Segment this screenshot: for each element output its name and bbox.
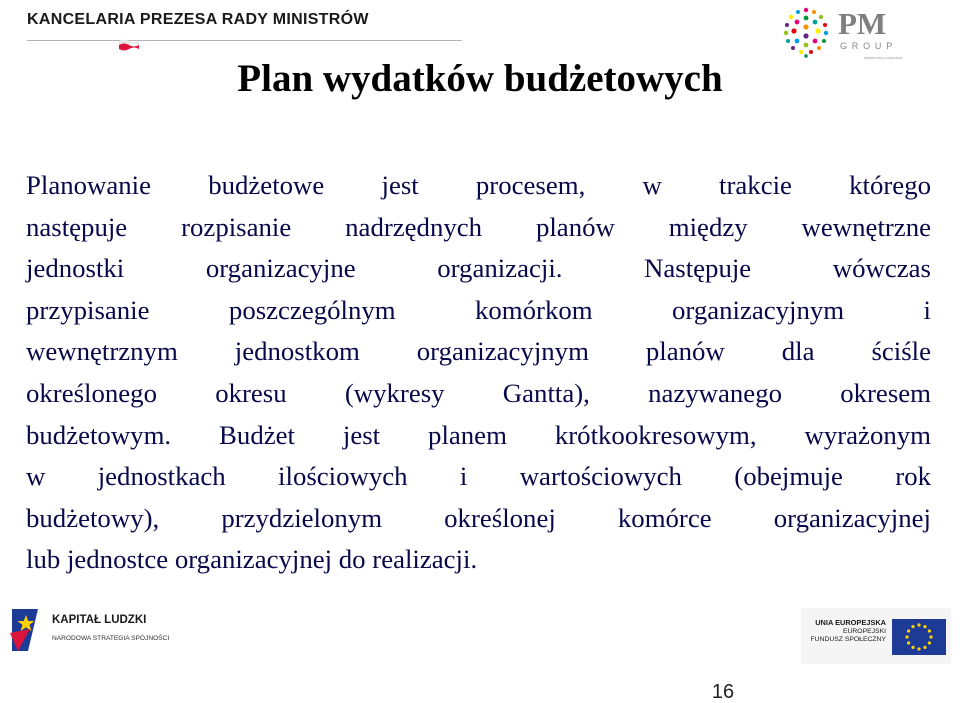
pm-tagline: wspieramy przyszłość (864, 55, 903, 60)
paragraph-line: określonego okresu (wykresy Gantta), nazywanego okresem (26, 377, 931, 408)
paragraph-line: budżetowy), przydzielonym określonej komórce organizacyjnej (26, 502, 931, 533)
page-number: 16 (711, 681, 735, 703)
body-paragraph (26, 165, 931, 581)
header-divider (27, 40, 462, 41)
paragraph-line: następuje rozpisanie nadrzędnych planów między wewnętrzne (26, 211, 931, 242)
eu-logo (801, 608, 951, 664)
kprm-logo (0, 0, 470, 62)
paragraph-line: przypisanie poszczególnym komórkom organizacyjnym i (26, 294, 931, 325)
pm-letters: PM (838, 6, 887, 41)
polish-flag-icon (118, 37, 140, 51)
kapital-ludzki-subtitle: NARODOWA STRATEGIA SPÓJNOŚCI (52, 635, 170, 642)
pm-group-label: GROUP (840, 41, 898, 51)
eu-line-2: EUROPEJSKI (842, 627, 886, 635)
paragraph-line: budżetowym. Budżet jest planem krótkookresowym, wyrażonym (26, 419, 931, 450)
paragraph-line: wewnętrznym jednostkom organizacyjnym planów dla ściśle (26, 336, 931, 367)
paragraph-line: lub jednostce organizacyjnej do realizacji. (26, 544, 478, 575)
eu-line-1: UNIA EUROPEJSKA (815, 618, 886, 627)
pm-dots-icon (778, 4, 834, 60)
paragraph-line: jednostki organizacyjne organizacji. Następuje wówczas (26, 253, 931, 284)
eu-line-3: FUNDUSZ SPOŁECZNY (810, 636, 886, 644)
eu-flag-icon (892, 619, 946, 655)
paragraph-line: Planowanie budżetowe jest procesem, w trakcie którego (26, 170, 931, 200)
kapital-ludzki-logo (8, 607, 168, 657)
kprm-name: KANCELARIA PREZESA RADY MINISTRÓW (27, 11, 369, 28)
page-title: Plan wydatków budżetowych (237, 57, 723, 100)
kapital-ludzki-emblem-icon (8, 607, 44, 653)
kapital-ludzki-name: KAPITAŁ LUDZKI (52, 614, 147, 626)
eu-text (801, 619, 886, 645)
paragraph-line: w jednostkach ilościowych i wartościowych (obejmuje rok (26, 461, 931, 492)
